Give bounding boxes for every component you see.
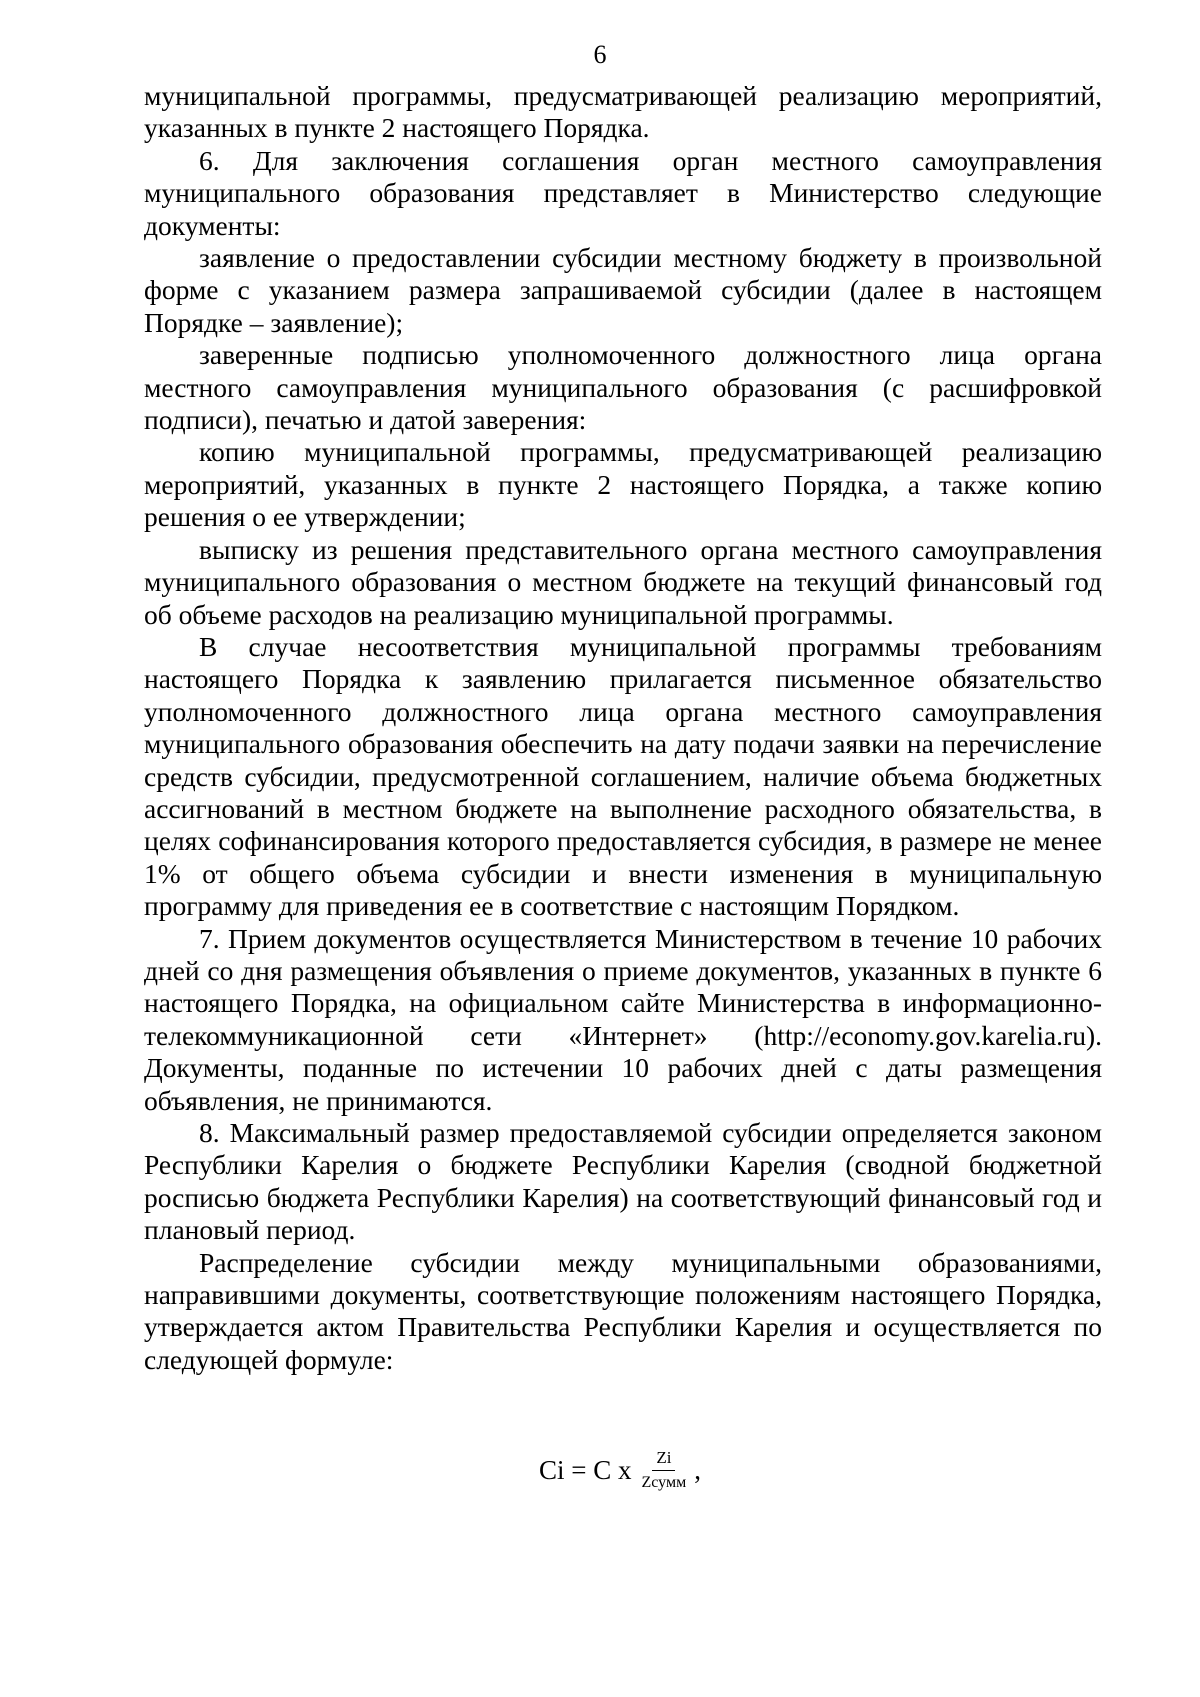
paragraph: заявление о предоставлении субсидии местному бюджету в произвольной форме с указанием размера запрашиваемой субсидии (далее в настоящем Порядке – заявление); — [144, 242, 1102, 338]
paragraph: 6. Для заключения соглашения орган местного самоуправления муниципального образования представляет в Министерство следующие документы: — [144, 144, 1102, 241]
formula-denominator: Zсумм — [641, 1474, 687, 1491]
paragraph: копию муниципальной программы, предусматривающей реализацию мероприятий, указанных в пункте 2 настоящего Порядка, а также копию решения о ее утверждении; — [144, 436, 1102, 533]
paragraph: Распределение субсидии между муниципальными образованиями, направившими документы, соответствующие положениям настоящего Порядка, утверждается актом Правительства Республики Карелия и осуществляется по следующей формуле: — [144, 1246, 1102, 1375]
paragraph: 7. Прием документов осуществляется Министерством в течение 10 рабочих дней со дня размещения объявления о приеме документов, указанных в пункте 6 настоящего Порядка, на официальном сайте Министерства в информационно-телекоммуникационной сети «Интернет» (http://economy.gov.karelia.ru). Документы, поданные по истечении 10 рабочих дней с даты размещения объявления, не принимаются. — [144, 922, 1102, 1116]
paragraph: заверенные подписью уполномоченного должностного лица органа местного самоуправления муниципального образования (с расшифровкой подписи), печатью и датой заверения: — [144, 339, 1102, 436]
formula-trailing: , — [694, 1455, 701, 1485]
paragraph: муниципальной программы, предусматривающей реализацию мероприятий, указанных в пункте 2 настоящего Порядка. — [144, 80, 1102, 144]
formula-fraction — [638, 1448, 691, 1493]
page-number: 6 — [593, 40, 607, 69]
distribution-formula — [0, 1448, 1200, 1493]
paragraph: В случае несоответствия муниципальной программы требованиям настоящего Порядка к заявлению прилагается письменное обязательство уполномоченного должностного лица органа местного самоуправления муниципального образования обеспечить на дату подачи заявки на перечисление средств субсидии, предусмотренной соглашением, наличие объема бюджетных ассигнований в местном бюджете на выполнение расходного обязательства, в целях софинансирования которого предоставляется субсидия, в размере не менее 1% от общего объема субсидии и внести изменения в муниципальную программу для приведения ее в соответствие с настоящим Порядком. — [144, 630, 1102, 922]
paragraph: выписку из решения представительного органа местного самоуправления муниципального образования о местном бюджете на текущий финансовый год об объеме расходов на реализацию муниципальной программы. — [144, 533, 1102, 630]
document-body — [144, 80, 1102, 1376]
formula-numerator: Zi — [652, 1448, 675, 1471]
formula-lhs: Ci = C x — [539, 1455, 632, 1485]
paragraph: 8. Максимальный размер предоставляемой субсидии определяется законом Республики Карелия о бюджете Республики Карелия (сводной бюджетной росписью бюджета Республики Карелия) на соответствующий финансовый год и плановый период. — [144, 1117, 1102, 1246]
